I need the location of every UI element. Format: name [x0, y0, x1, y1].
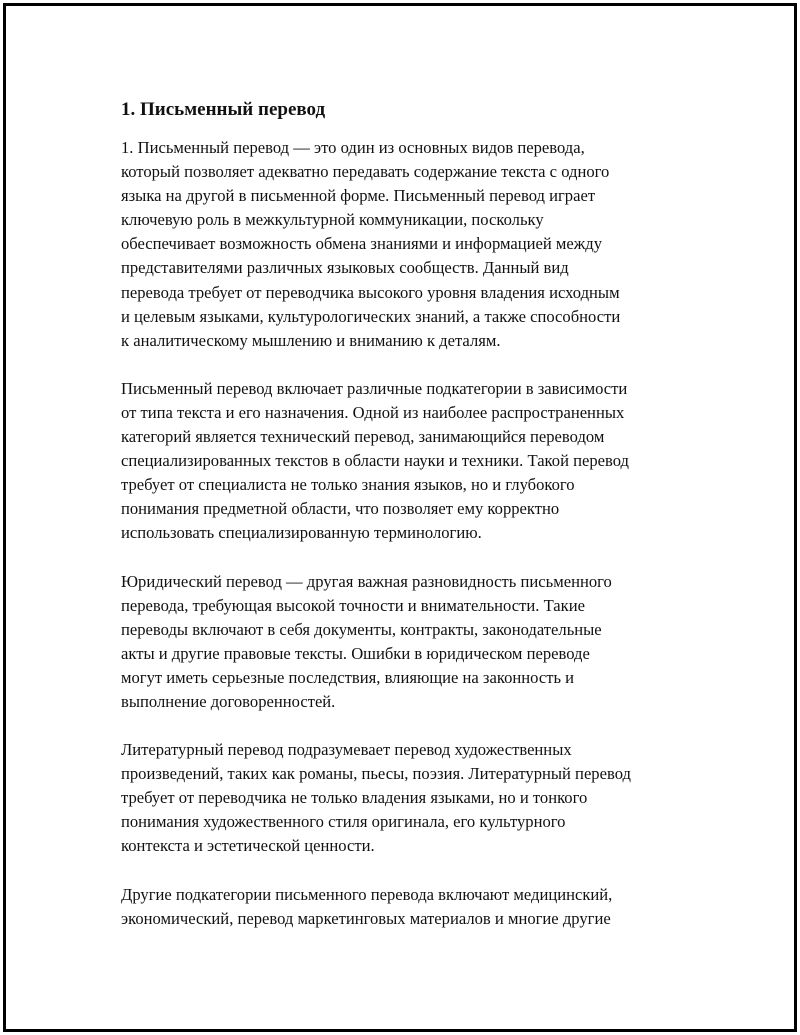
paragraph — [121, 136, 691, 353]
text-line: произведений, таких как романы, пьесы, поэзия. Литературный перевод — [121, 764, 631, 784]
text-line: 1. Письменный перевод — это один из основных видов перевода, — [121, 138, 585, 157]
text-line: требует от специалиста не только знания языков, но и глубокого — [121, 475, 575, 495]
text-line: акты и другие правовые тексты. Ошибки в юридическом переводе — [121, 643, 590, 663]
page-frame — [3, 3, 797, 1032]
text-line: Другие подкатегории письменного перевода включают медицинский, — [121, 884, 613, 904]
text-line: перевода требует от переводчика высокого уровня владения исходным — [121, 282, 620, 302]
text-line: представителями различных языковых сообществ. Данный вид — [121, 258, 569, 278]
text-line: категорий является технический перевод, занимающийся переводом — [121, 427, 605, 447]
text-line: который позволяет адекватно передавать содержание текста с одного — [121, 162, 610, 182]
text-line: перевода, требующая высокой точности и внимательности. Такие — [121, 595, 585, 615]
text-line: ключевую роль в межкультурной коммуникации, поскольку — [121, 210, 544, 230]
text-line: контекста и эстетической ценности. — [121, 836, 375, 856]
text-line: от типа текста и его назначения. Одной из наиболее распространенных — [121, 402, 625, 422]
section-heading: 1. Письменный перевод — [121, 99, 326, 120]
paragraph — [121, 377, 691, 546]
paragraph-list — [121, 136, 691, 931]
text-line: обеспечивает возможность обмена знаниями и информацией между — [121, 234, 602, 254]
paragraph — [121, 738, 691, 858]
text-line: Юридический перевод — другая важная разновидность письменного — [121, 571, 612, 591]
text-line: и целевым языками, культурологических знаний, а также способности — [121, 306, 621, 326]
document-body — [121, 98, 691, 955]
text-line: экономический, перевод маркетинговых материалов и многие другие — [121, 908, 611, 928]
paragraph — [121, 570, 691, 715]
text-line: специализированных текстов в области науки и техники. Такой перевод — [121, 451, 629, 471]
text-line: понимания предметной области, что позволяет ему корректно — [121, 499, 560, 519]
text-line: использовать специализированную терминологию. — [121, 523, 482, 543]
paragraph — [121, 883, 691, 931]
text-line: требует от переводчика не только владения языками, но и тонкого — [121, 788, 588, 808]
text-line: к аналитическому мышлению и вниманию к деталям. — [121, 330, 501, 350]
text-line: выполнение договоренностей. — [121, 691, 336, 711]
text-line: Литературный перевод подразумевает перевод художественных — [121, 740, 572, 760]
text-line: понимания художественного стиля оригинала, его культурного — [121, 812, 566, 832]
text-line: Письменный перевод включает различные подкатегории в зависимости — [121, 378, 628, 398]
text-line: языка на другой в письменной форме. Письменный перевод играет — [121, 186, 596, 206]
text-line: переводы включают в себя документы, контракты, законодательные — [121, 619, 602, 639]
text-line: могут иметь серьезные последствия, влияющие на законность и — [121, 667, 575, 687]
